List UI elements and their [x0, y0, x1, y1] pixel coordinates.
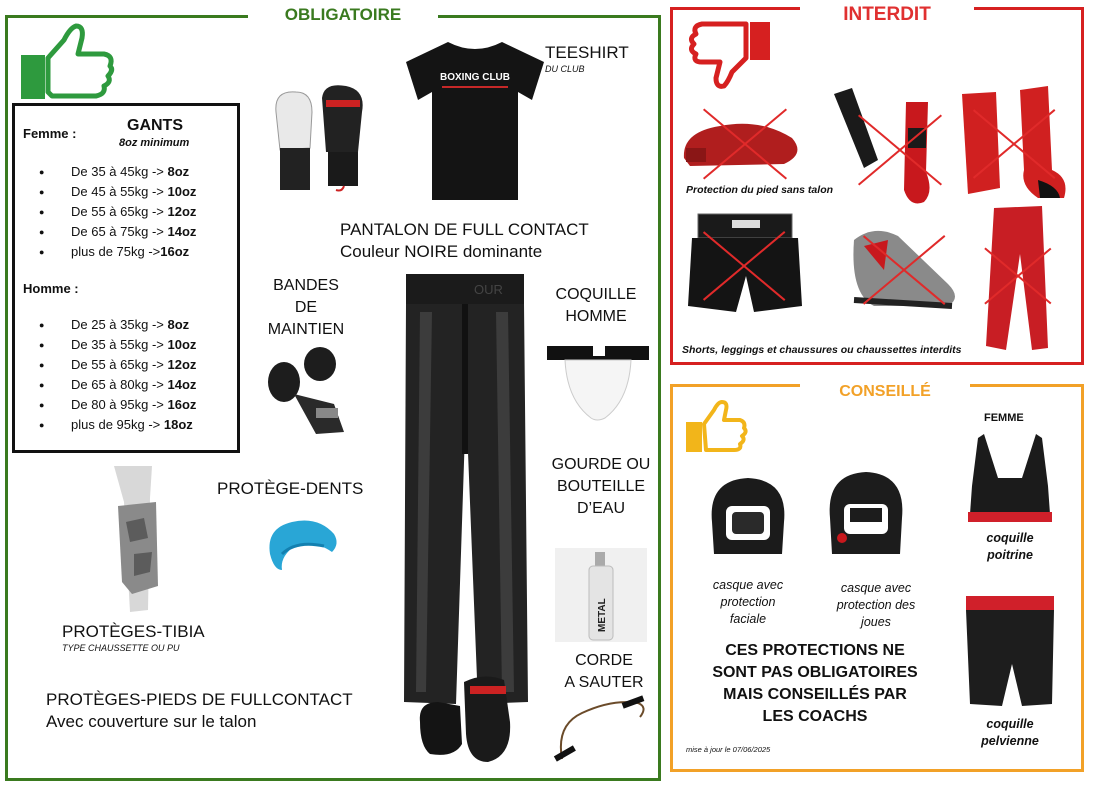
list-item: ● De 35 à 55kg -> 10oz: [15, 335, 196, 355]
caption-line: coquille: [986, 531, 1034, 545]
rope-line1: CORDE: [575, 652, 633, 669]
pants-title: PANTALON DE FULL CONTACT: [340, 220, 589, 239]
advised-women-label: FEMME: [984, 412, 1024, 424]
list-item: ● plus de 75kg ->16oz: [15, 242, 196, 262]
cup-line1: COQUILLE: [555, 286, 637, 303]
wraps-line3: MAINTIEN: [267, 321, 345, 338]
thumbs-down-icon: [684, 20, 774, 92]
notice-line: CES PROTECTIONS NE: [725, 642, 905, 659]
cup-line2: HOMME: [565, 308, 627, 325]
teeshirt-title: TEESHIRT: [545, 43, 629, 62]
hand-wraps-image: [264, 344, 354, 438]
list-item: ● De 35 à 45kg -> 8oz: [15, 162, 196, 182]
forbidden-cross: [982, 236, 1054, 316]
gloves-men-list: [15, 315, 196, 435]
advised-notice: [690, 640, 940, 728]
groin-cup-image: [545, 340, 651, 424]
jump-rope-image: [552, 695, 652, 767]
teeshirt-image: [400, 36, 550, 204]
forbidden-cross: [700, 112, 790, 176]
notice-line: MAIS CONSEILLÉS PAR: [723, 686, 907, 703]
caption-line: coquille: [986, 717, 1034, 731]
helmet-face-caption: [698, 577, 798, 628]
forbidden-caption-foot: Protection du pied sans talon: [686, 184, 834, 196]
gloves-title: GANTS: [127, 117, 183, 134]
thumbs-up-icon: [684, 398, 748, 454]
gloves-subtitle: 8oz minimum: [119, 137, 190, 149]
teeshirt-print: BOXING CLUB: [440, 72, 510, 83]
bottle-line1: GOURDE OU: [551, 456, 651, 473]
forbidden-caption-clothes: Shorts, leggings et chaussures ou chaussettes interdits: [682, 344, 962, 356]
foot-protector-image: [414, 672, 516, 768]
helmet-cheek-caption: [822, 580, 930, 631]
shin-guard-title: PROTÈGES-TIBIA: [62, 622, 205, 641]
caption-line: protection: [720, 595, 776, 609]
mouthguard-image: [262, 514, 342, 578]
forbidden-cross: [700, 230, 788, 302]
thumbs-up-icon: [18, 20, 118, 102]
helmet-face-protection-image: [702, 472, 794, 564]
gloves-size-box: [12, 103, 240, 453]
list-item: ● De 80 à 95kg -> 16oz: [15, 395, 196, 415]
notice-line: SONT PAS OBLIGATOIRES: [712, 664, 918, 681]
pelvic-protector-caption: [970, 716, 1050, 750]
list-item: ● De 65 à 80kg -> 14oz: [15, 375, 196, 395]
gloves-men-label: Homme :: [23, 281, 79, 296]
forbidden-cross: [860, 238, 948, 302]
forbidden-cross: [970, 110, 1058, 178]
foot-protector-title: PROTÈGES-PIEDS DE FULLCONTACT: [46, 690, 353, 709]
caption-line: poitrine: [987, 548, 1033, 562]
wraps-line1: BANDES: [273, 277, 339, 294]
bottle-line3: D’EAU: [576, 500, 625, 517]
gloves-women-label: Femme :: [23, 126, 77, 141]
svg-text:OUR: OUR: [474, 282, 503, 297]
forbidden-title: INTERDIT: [800, 4, 974, 26]
bottle-line2: BOUTEILLE: [556, 478, 646, 495]
boxing-gloves-image: [266, 82, 372, 194]
caption-line: casque avec: [840, 581, 912, 595]
list-item: ● De 55 à 65kg -> 12oz: [15, 202, 196, 222]
caption-line: joues: [861, 615, 891, 629]
notice-line: LES COACHS: [762, 708, 868, 725]
helmet-cheek-protection-image: [822, 468, 910, 564]
caption-line: casque avec: [712, 578, 784, 592]
list-item: ● plus de 95kg -> 18oz: [15, 415, 196, 435]
mandatory-title: OBLIGATOIRE: [248, 5, 438, 25]
water-bottle-image: [555, 548, 647, 642]
wraps-line2: DE: [294, 299, 318, 316]
caption-line: pelvienne: [981, 734, 1039, 748]
pants-subtitle: Couleur NOIRE dominante: [340, 242, 543, 261]
advised-title: CONSEILLÉ: [800, 383, 970, 401]
update-date: mise à jour le 07/06/2025: [686, 745, 771, 754]
chest-protector-image: [962, 430, 1058, 526]
caption-line: protection des: [836, 598, 916, 612]
caption-line: faciale: [729, 612, 767, 626]
shin-guard-subtitle: TYPE CHAUSSETTE OU PU: [62, 643, 180, 653]
shin-guard-image: [104, 462, 176, 618]
chest-protector-caption: [970, 530, 1050, 564]
pants-image: [396, 272, 534, 712]
teeshirt-subtitle: DU CLUB: [545, 64, 585, 74]
foot-protector-subtitle: Avec couverture sur le talon: [46, 712, 257, 731]
list-item: ● De 45 à 55kg -> 10oz: [15, 182, 196, 202]
rope-line2: A SAUTER: [564, 674, 644, 691]
list-item: ● De 55 à 65kg -> 12oz: [15, 355, 196, 375]
mouthguard-title: PROTÈGE-DENTS: [217, 479, 364, 498]
gloves-women-list: [15, 162, 196, 262]
forbidden-cross: [855, 118, 945, 182]
list-item: ● De 65 à 75kg -> 14oz: [15, 222, 196, 242]
list-item: ● De 25 à 35kg -> 8oz: [15, 315, 196, 335]
pelvic-protector-image: [962, 594, 1058, 710]
bottle-brand: METAL: [597, 598, 608, 632]
